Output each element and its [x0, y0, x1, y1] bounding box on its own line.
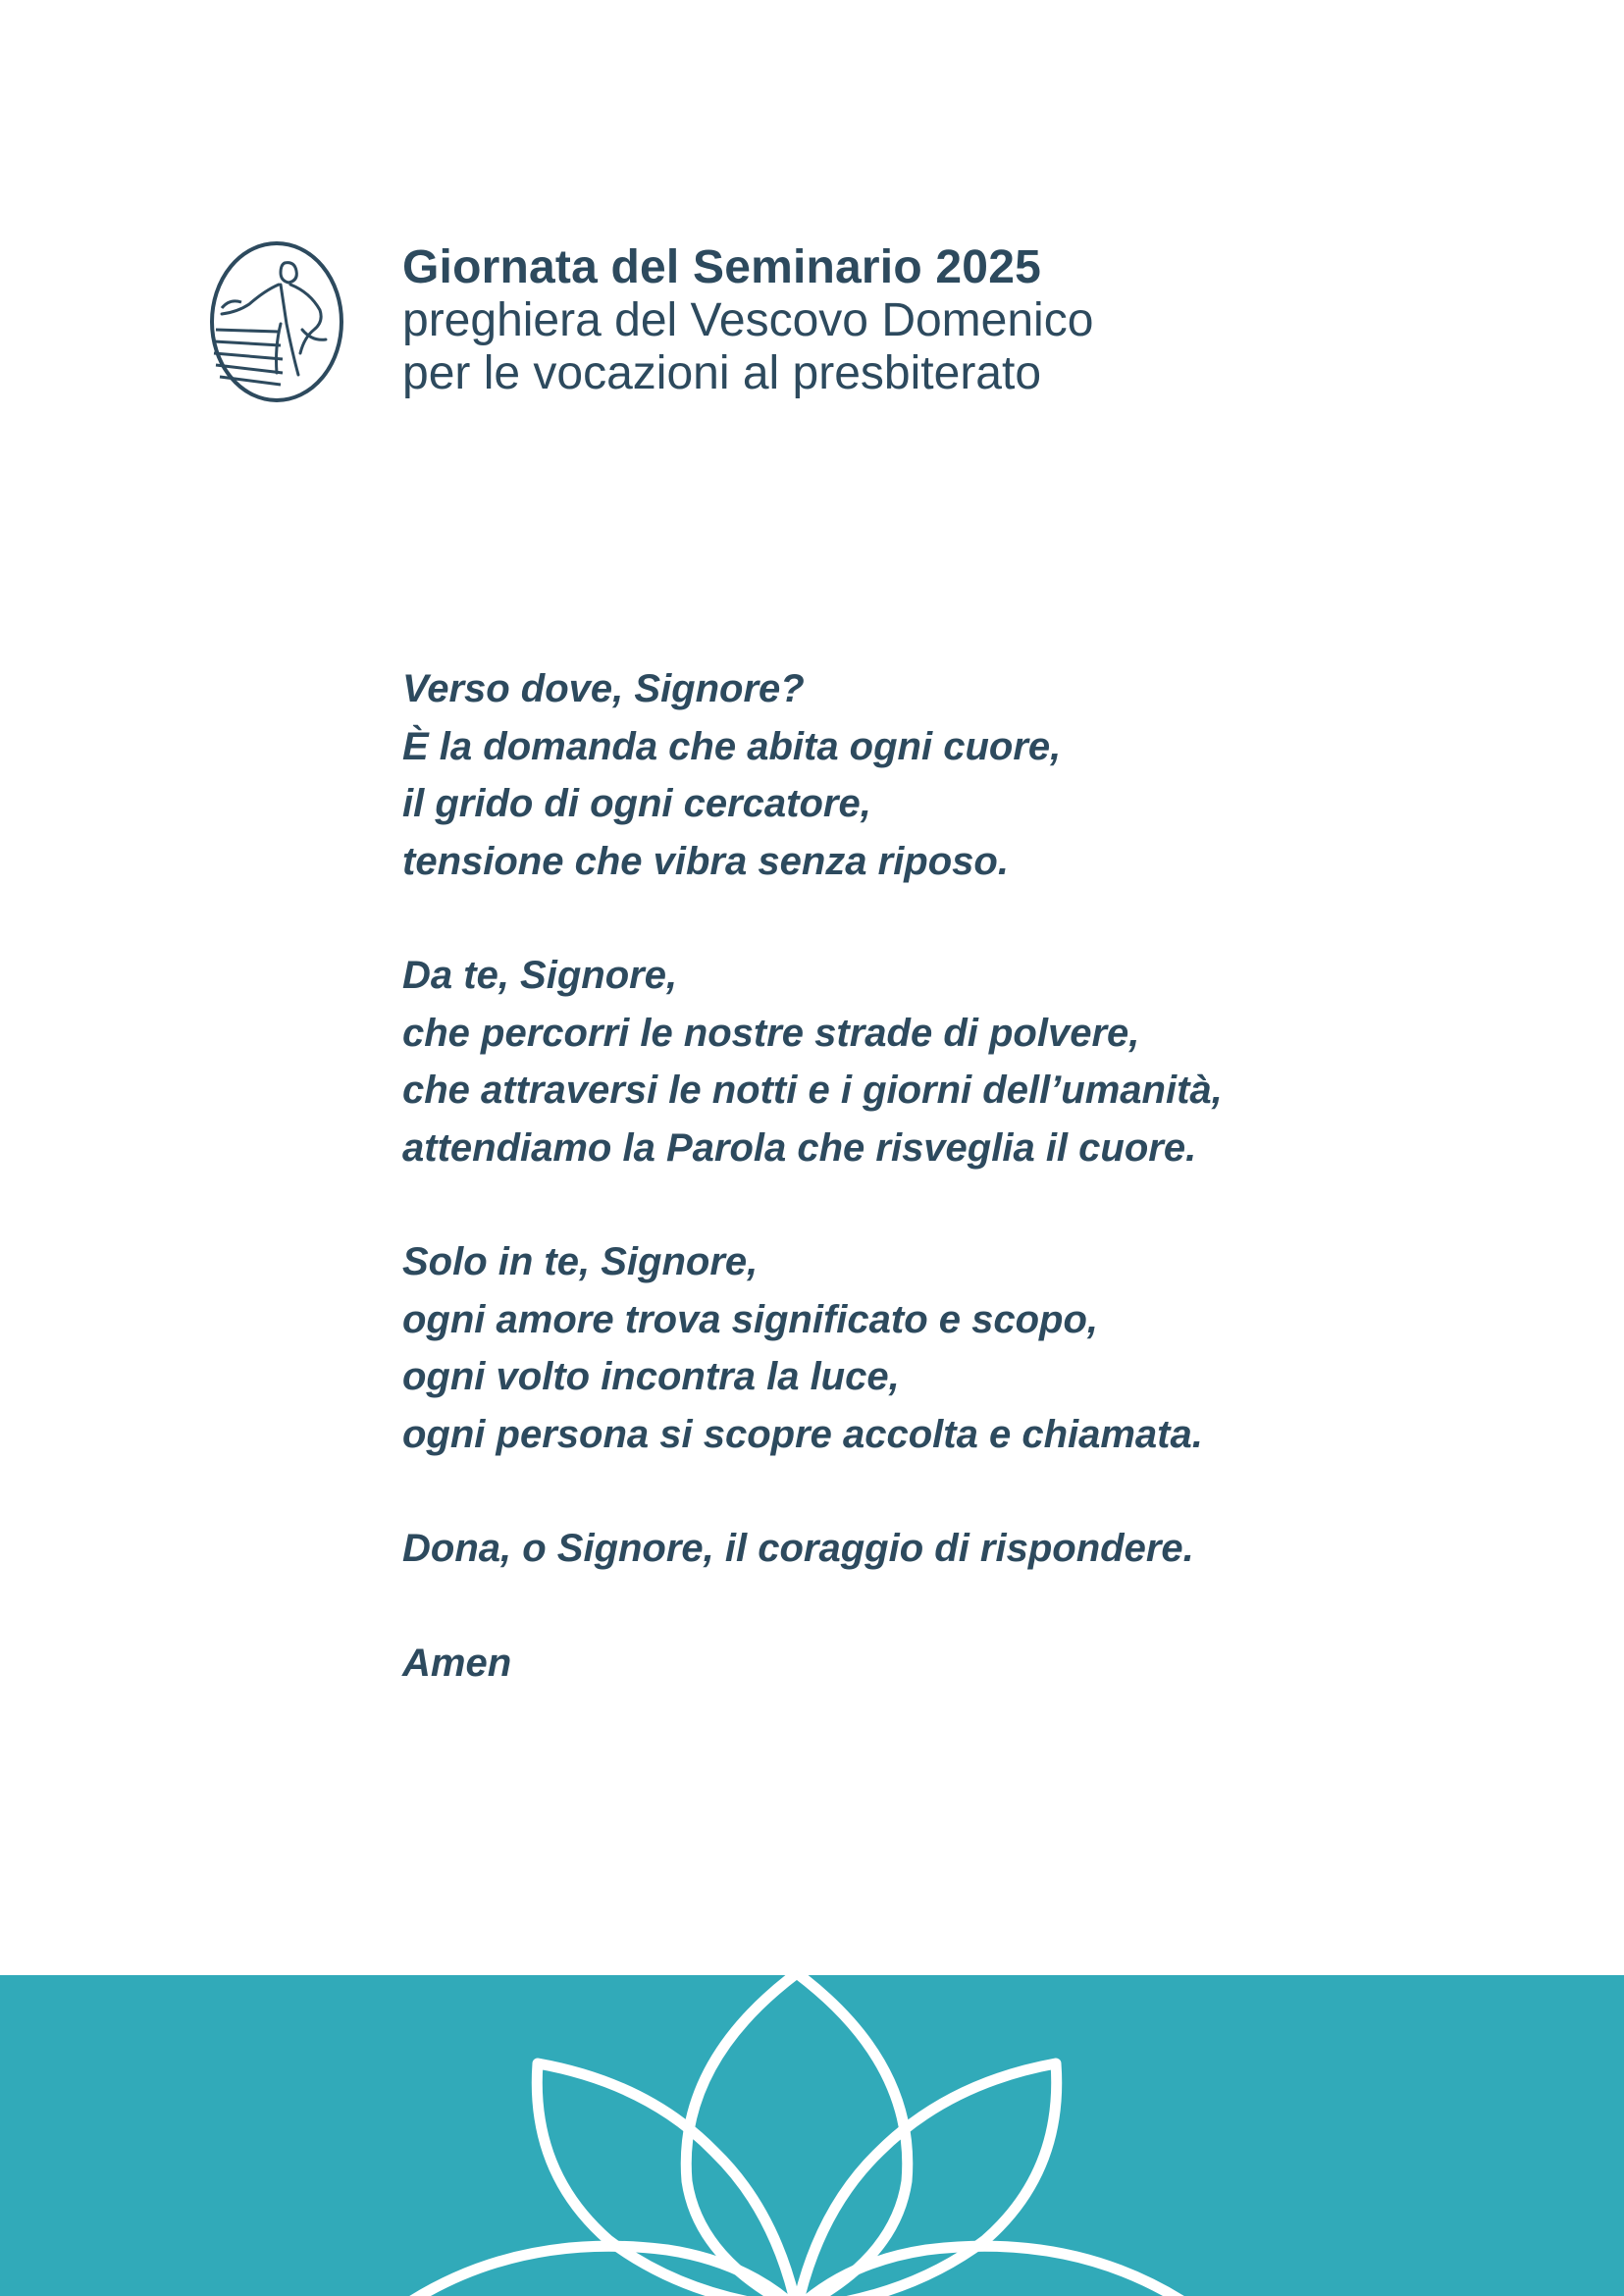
- prayer-line: ogni volto incontra la luce,: [402, 1355, 900, 1398]
- prayer-line: il grido di ogni cercatore,: [402, 782, 871, 825]
- seminary-emblem-icon: [208, 239, 345, 404]
- prayer-line: Dona, o Signore, il coraggio di rispondere.: [402, 1527, 1194, 1570]
- prayer-line: ogni amore trova significato e scopo,: [402, 1297, 1099, 1341]
- stanza-4: [402, 1520, 1541, 1578]
- footer-band: [0, 1975, 1624, 2296]
- subtitle-line-1: preghiera del Vescovo Domenico: [402, 294, 1094, 346]
- prayer-line: che percorri le nostre strade di polvere,: [402, 1011, 1140, 1055]
- prayer-line: che attraversi le notti e i giorni dell’umanità,: [402, 1069, 1223, 1112]
- stanza-1: [402, 660, 1541, 890]
- prayer-text: [402, 660, 1541, 1748]
- closing: [402, 1635, 1541, 1693]
- amen-line: Amen: [402, 1641, 512, 1685]
- page-title: Giornata del Seminario 2025: [402, 241, 1041, 293]
- prayer-line: È la domanda che abita ogni cuore,: [402, 724, 1062, 768]
- stanza-2: [402, 947, 1541, 1176]
- prayer-line: Da te, Signore,: [402, 954, 678, 997]
- stanza-3: [402, 1233, 1541, 1463]
- prayer-line: attendiamo la Parola che risveglia il cuore.: [402, 1125, 1197, 1170]
- subtitle-line-2: per le vocazioni al presbiterato: [402, 347, 1042, 399]
- prayer-line: Solo in te, Signore,: [402, 1240, 759, 1283]
- lotus-flower-icon: [0, 1975, 1624, 2296]
- prayer-line: Verso dove, Signore?: [402, 667, 805, 710]
- header-titles: [402, 241, 1093, 400]
- header: [208, 239, 1093, 404]
- prayer-line: tensione che vibra senza riposo.: [402, 839, 1009, 883]
- prayer-line: ogni persona si scopre accolta e chiamata.: [402, 1412, 1203, 1456]
